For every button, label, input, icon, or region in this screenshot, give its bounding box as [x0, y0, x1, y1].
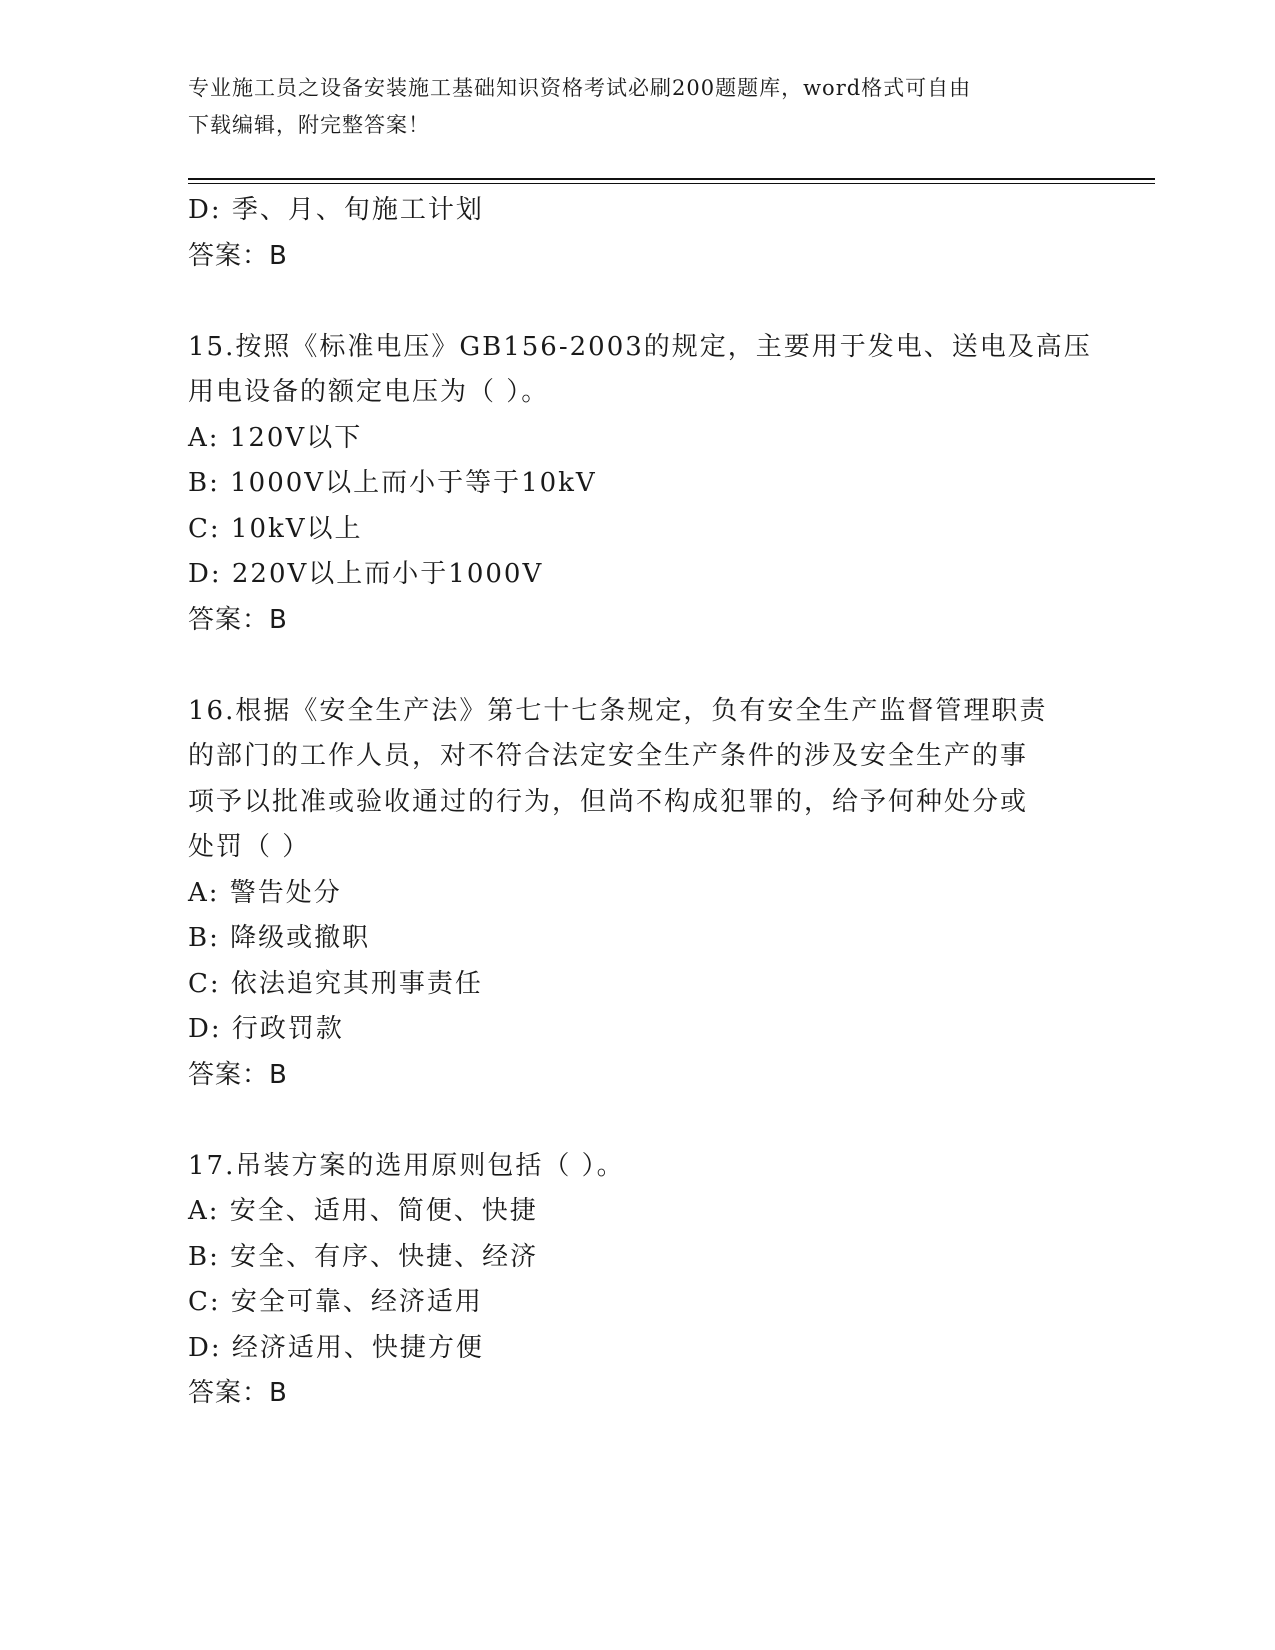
- header-rule-thin: [188, 183, 1155, 184]
- question-stem-line: 16.根据《安全生产法》第七十七条规定，负有安全生产监督管理职责: [188, 695, 1048, 726]
- question-17: [188, 1144, 1088, 1417]
- option-a: A: 120V以下: [188, 422, 363, 453]
- question-16: [188, 689, 1088, 1099]
- option-c: C: 安全可靠、经济适用: [188, 1287, 483, 1317]
- question-stem-line: 的部门的工作人员，对不符合法定安全生产条件的涉及安全生产的事: [188, 741, 1029, 771]
- spacer: [188, 1098, 1088, 1144]
- option-a: A: 警告处分: [188, 877, 342, 908]
- option-b: B: 安全、有序、快捷、经济: [188, 1241, 539, 1272]
- option-d: D: 220V以上而小于1000V: [188, 559, 544, 589]
- question-stem-line: 用电设备的额定电压为（ ）。: [188, 377, 550, 407]
- header-rule-thick: [188, 178, 1155, 180]
- option-c: C: 依法追究其刑事责任: [188, 968, 483, 999]
- answer-line: 答案：B: [188, 1059, 288, 1090]
- spacer: [188, 643, 1088, 689]
- answer-line: 答案：B: [188, 240, 288, 271]
- question-stem-line: 项予以批准或验收通过的行为，但尚不构成犯罪的，给予何种处分或: [188, 786, 1029, 817]
- header-title-line-2: 下载编辑，附完整答案！: [188, 113, 430, 137]
- spacer: [188, 279, 1088, 325]
- option-b: B: 1000V以上而小于等于10kV: [188, 468, 597, 498]
- question-stem-line: 15.按照《标准电压》GB156-2003的规定，主要用于发电、送电及高压: [188, 331, 1092, 362]
- question-stem-line: 17.吊装方案的选用原则包括（ ）。: [188, 1150, 625, 1181]
- document-header: [188, 70, 1088, 144]
- option-a: A: 安全、适用、简便、快捷: [188, 1196, 538, 1226]
- option-d: D: 经济适用、快捷方便: [188, 1332, 484, 1363]
- question-14-tail: [188, 188, 1088, 279]
- header-title-line-1: 专业施工员之设备安装施工基础知识资格考试必刷200题题库，word格式可自由: [188, 76, 972, 100]
- option-d: D: 行政罚款: [188, 1014, 344, 1044]
- option-c: C: 10kV以上: [188, 513, 363, 544]
- option-b: B: 降级或撤职: [188, 923, 371, 953]
- question-15: [188, 325, 1092, 644]
- option-d: D: 季、月、旬施工计划: [188, 195, 484, 225]
- question-stem-line: 处罚（ ）: [188, 832, 311, 862]
- answer-line: 答案：B: [188, 1378, 288, 1408]
- answer-line: 答案：B: [188, 604, 288, 635]
- question-content: [188, 188, 1092, 1417]
